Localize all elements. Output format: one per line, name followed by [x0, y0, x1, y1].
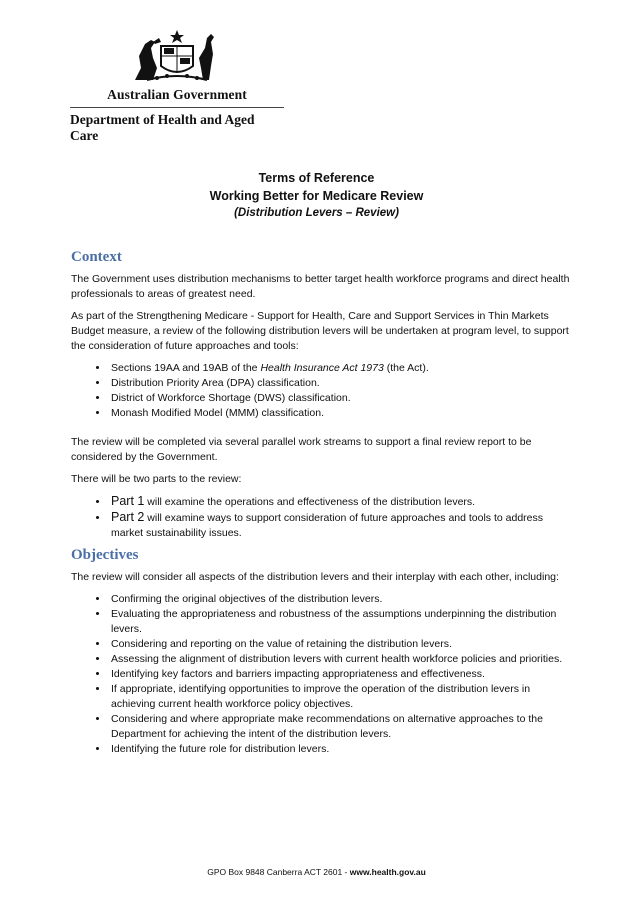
footer-address: GPO Box 9848 Canberra ACT 2601 -	[207, 867, 350, 877]
footer-website-link[interactable]: www.health.gov.au	[349, 867, 426, 877]
list-item: • If appropriate, identifying opportunities to improve the operation of the distribution levers in achieving current health workforce policy objectives.	[109, 682, 571, 712]
document-title: Terms of Reference	[258, 171, 375, 185]
list-item: • Considering and reporting on the value of retaining the distribution levers.	[109, 637, 571, 652]
list-item: • Identifying key factors and barriers impacting appropriateness and effectiveness.	[109, 667, 571, 682]
list-item: • Distribution Priority Area (DPA) classification.	[109, 376, 571, 391]
review-parts-list	[71, 494, 571, 541]
title-block	[0, 169, 633, 222]
context-paragraph: There will be two parts to the review:	[71, 473, 242, 485]
context-paragraph: The review will be completed via several parallel work streams to support a final review report to be considered by the Government.	[71, 436, 532, 463]
page-footer	[0, 867, 633, 877]
list-item: • Considering and where appropriate make recommendations on alternative approaches to the Department for achieving the intent of the distribution levers.	[109, 712, 571, 742]
list-item: • Evaluating the appropriateness and robustness of the assumptions underpinning the distribution levers.	[109, 607, 571, 637]
coat-of-arms-icon	[117, 28, 237, 84]
department-name: Department of Health and Aged Care	[70, 112, 255, 143]
list-item: • Sections 19AA and 19AB of the Health Insurance Act 1973 (the Act).	[109, 361, 571, 376]
context-paragraph: As part of the Strengthening Medicare - Support for Health, Care and Support Services in Thin Markets Budget measure, a review of the following distribution levers will be undertaken at program level, to support the consideration of future approaches and tools:	[71, 310, 569, 352]
government-name: Australian Government	[107, 87, 247, 102]
objectives-heading: Objectives	[71, 547, 139, 563]
list-item: • Confirming the original objectives of the distribution levers.	[109, 592, 571, 607]
list-item: • Part 2 will examine ways to support consideration of future approaches and tools to address market sustainability issues.	[109, 510, 571, 541]
government-logo	[70, 28, 284, 144]
document-subtitle: (Distribution Levers – Review)	[234, 207, 399, 219]
list-item: • Part 1 will examine the operations and effectiveness of the distribution levers.	[109, 494, 571, 510]
list-item: • Identifying the future role for distribution levers.	[109, 742, 571, 757]
document-title-review: Working Better for Medicare Review	[209, 189, 424, 203]
context-heading: Context	[71, 249, 122, 265]
document-body	[71, 250, 571, 764]
list-item: • Monash Modified Model (MMM) classification.	[109, 406, 571, 421]
objectives-intro: The review will consider all aspects of the distribution levers and their interplay with each other, including:	[71, 571, 559, 583]
list-item: • Assessing the alignment of distribution levers with current health workforce policies and priorities.	[109, 652, 571, 667]
logo-divider	[70, 107, 284, 108]
distribution-levers-list	[71, 361, 571, 421]
list-item: • District of Workforce Shortage (DWS) classification.	[109, 391, 571, 406]
objectives-list	[71, 592, 571, 757]
context-paragraph: The Government uses distribution mechanisms to better target health workforce programs and direct health professionals to areas of greatest need.	[71, 273, 570, 300]
